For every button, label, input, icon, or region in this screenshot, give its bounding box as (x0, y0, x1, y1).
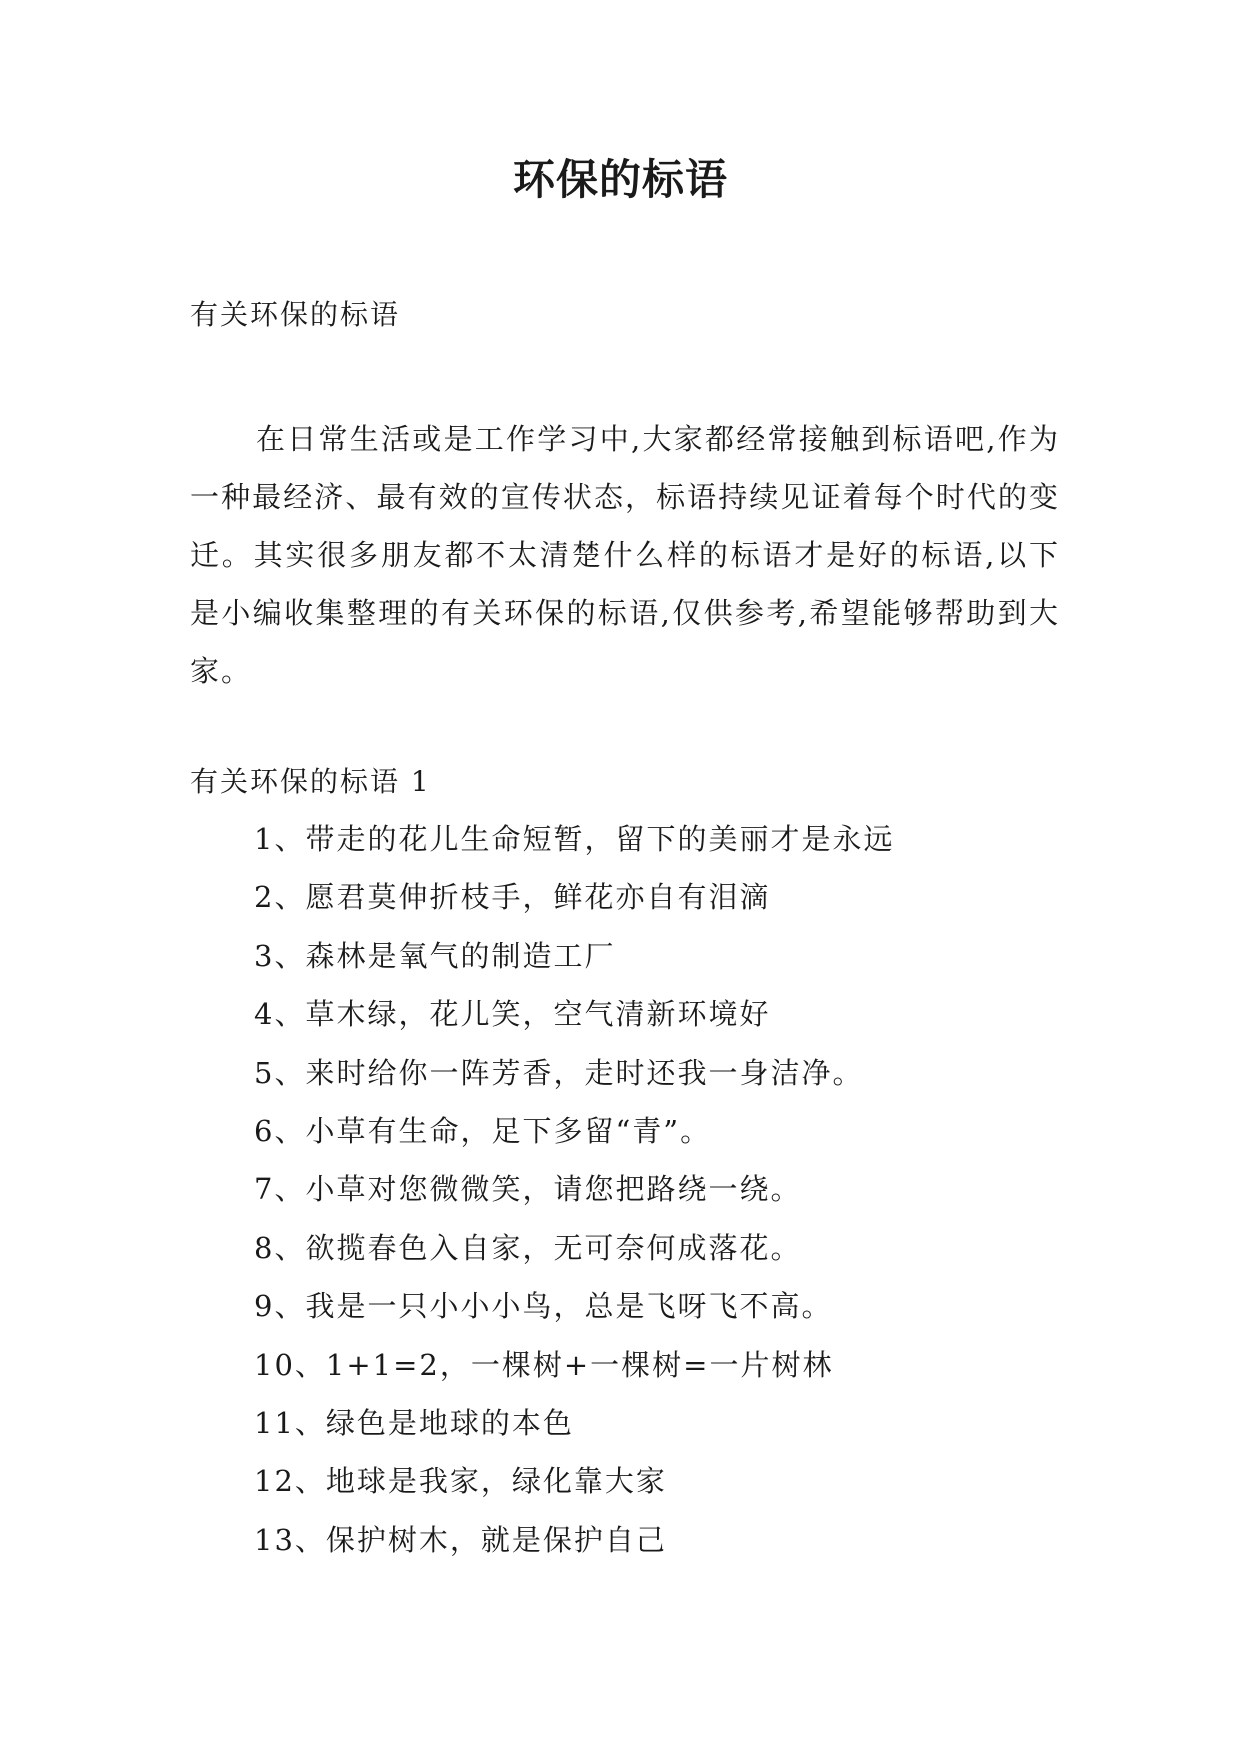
slogan-item: 2、愿君莫伸折枝手，鲜花亦自有泪滴 (254, 880, 771, 915)
slogan-item: 1、带走的花儿生命短暂，留下的美丽才是永远 (254, 822, 895, 856)
slogan-item: 5、来时给你一阵芳香，走时还我一身洁净。 (254, 1055, 864, 1090)
slogan-item: 9、我是一只小小小鸟，总是飞呀飞不高。 (254, 1289, 833, 1324)
slogan-item: 11、绿色是地球的本色 (254, 1405, 574, 1440)
slogan-item: 6、小草有生命，足下多留“青”。 (254, 1113, 712, 1148)
slogan-item: 13、保护树木，就是保护自己 (254, 1522, 667, 1557)
slogan-item: 3、森林是氧气的制造工厂 (254, 938, 616, 973)
document-subtitle: 有关环保的标语 (190, 298, 401, 331)
slogan-item: 4、草木绿，花儿笑，空气清新环境好 (254, 997, 771, 1032)
intro-paragraph: 在日常生活或是工作学习中,大家都经常接触到标语吧,作为一种最经济、最有效的宣传状态，标语持续见证着每个时代的变迁。其实很多朋友都不太清楚什么样的标语才是好的标语,以下是小编收集整理的有关环保的标语,仅供参考,希望能够帮助到大家。 (190, 422, 1060, 688)
slogan-item: 10、1+1=2，一棵树+一棵树=一片树林 (254, 1347, 834, 1382)
slogan-item: 12、地球是我家，绿化靠大家 (254, 1464, 667, 1499)
slogan-item: 7、小草对您微微笑，请您把路绕一绕。 (254, 1172, 802, 1207)
slogan-item: 8、欲揽春色入自家，无可奈何成落花。 (254, 1230, 802, 1265)
slogan-list (254, 810, 1074, 1569)
section-heading: 有关环保的标语 1 (190, 765, 431, 798)
document-title: 环保的标语 (512, 155, 728, 204)
